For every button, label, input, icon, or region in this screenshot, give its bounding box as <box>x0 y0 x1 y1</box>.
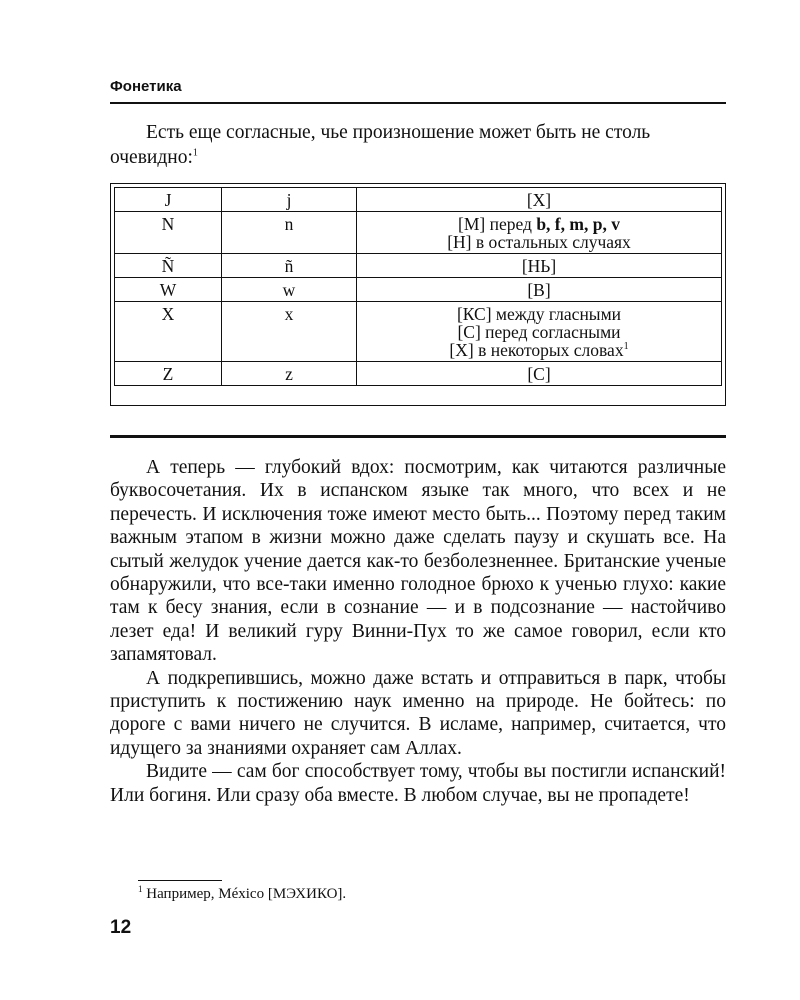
body-text <box>110 456 726 807</box>
pronunciation-line <box>361 257 717 275</box>
pronunciation-cell <box>357 278 722 302</box>
pronunciation-line <box>361 365 717 383</box>
pronunciation-text: [Х] в некоторых словах <box>449 340 624 360</box>
lowercase-letter-cell: n <box>222 212 357 254</box>
pronunciation-line <box>361 191 717 209</box>
table-row <box>115 188 722 212</box>
intro-paragraph <box>110 120 726 170</box>
footnote-mark: 1 <box>138 884 143 894</box>
uppercase-letter-cell: X <box>115 302 222 362</box>
uppercase-letter-cell: W <box>115 278 222 302</box>
running-header: Фонетика <box>110 78 182 95</box>
pronunciation-line <box>361 305 717 323</box>
table-row <box>115 302 722 362</box>
pronunciation-text: [Х] <box>526 190 552 210</box>
lowercase-letter-cell: ñ <box>222 254 357 278</box>
uppercase-letter-cell: Z <box>115 362 222 386</box>
pronunciation-line <box>361 341 717 359</box>
footnote-ref: 1 <box>623 341 629 353</box>
lowercase-letter-cell: j <box>222 188 357 212</box>
pronunciation-text: [М] перед <box>458 214 537 234</box>
intro-text: Есть еще согласные, чье произношение может быть не столь очевидно: <box>110 122 651 168</box>
pronunciation-cell <box>357 362 722 386</box>
pronunciation-text: [НЬ] <box>521 256 557 276</box>
footnote-ref: 1 <box>192 147 198 159</box>
uppercase-letter-cell: N <box>115 212 222 254</box>
footnote-text: Например, México [МЭХИКО]. <box>146 886 347 902</box>
footnote-rule <box>138 880 222 881</box>
pronunciation-cell <box>357 302 722 362</box>
paragraph: А подкрепившись, можно даже встать и отправиться в парк, чтобы приступить к постижению наук именно на природе. Не бойтесь: по дороге с вами ничего не случится. В исламе, например, считается, что идущего за знаниями охраняет сам Аллах. <box>110 667 726 759</box>
footnote <box>138 886 346 903</box>
letter-list: b, f, m, p, v <box>536 214 620 234</box>
pronunciation-text: [С] <box>527 364 551 384</box>
uppercase-letter-cell: J <box>115 188 222 212</box>
uppercase-letter-cell: Ñ <box>115 254 222 278</box>
paragraph: А теперь — глубокий вдох: посмотрим, как читаются различные буквосочетания. Их в испанском языке так много, что всех и не перечесть. И исключения тоже имеют место быть... Поэтому перед таким важным этапом в жизни можно даже сделать паузу и скушать все. На сытый желудок учение дается как-то безболезненнее. Британские ученые обнаружили, что все-таки именно голодное брюхо к ученью глухо: какие там к бесу знания, если в сознание — и в подсознание — настойчиво лезет еда! И великий гуру Винни-Пух то же самое говорил, если кто запамятовал. <box>110 457 726 666</box>
table-row <box>115 254 722 278</box>
pronunciation-line <box>361 281 717 299</box>
letters-table <box>114 187 722 386</box>
pronunciation-cell <box>357 188 722 212</box>
pronunciation-cell <box>357 212 722 254</box>
pronunciation-cell <box>357 254 722 278</box>
table-row <box>115 212 722 254</box>
pronunciation-line <box>361 323 717 341</box>
page-number: 12 <box>110 917 132 938</box>
pronunciation-text: [С] перед согласными <box>457 322 621 342</box>
lowercase-letter-cell: w <box>222 278 357 302</box>
pronunciation-text: [В] <box>527 280 551 300</box>
header-rule <box>110 102 726 104</box>
pronunciation-line <box>361 233 717 251</box>
table-row <box>115 278 722 302</box>
pronunciation-text: [КС] между гласными <box>456 304 622 324</box>
table-row <box>115 362 722 386</box>
lowercase-letter-cell: x <box>222 302 357 362</box>
lowercase-letter-cell: z <box>222 362 357 386</box>
paragraph: Видите — сам бог способствует тому, чтобы вы постигли испанский! Или богиня. Или сразу оба вместе. В любом случае, вы не пропадете! <box>110 761 726 806</box>
section-rule <box>110 435 726 438</box>
pronunciation-line <box>361 215 717 233</box>
pronunciation-text: [Н] в остальных случаях <box>447 232 631 252</box>
